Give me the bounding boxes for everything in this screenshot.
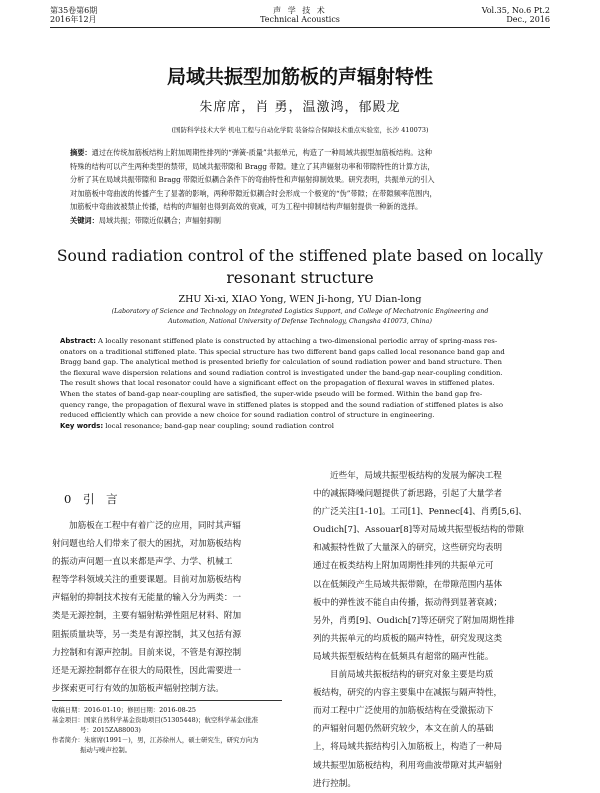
affiliation-en: [0, 307, 600, 327]
body-line: 和减振特性做了大量深入的研究，这些研究均表明: [313, 543, 503, 554]
body-line: 目前局域共振板结构的研究对象主要是均质: [330, 670, 494, 681]
body-line: 列的共振单元的均质板的隔声特性，研究发现这类: [313, 633, 503, 644]
abstract-en-label: Abstract:: [60, 337, 96, 345]
authors-en: ZHU Xi-xi, XIAO Yong, WEN Ji-hong, YU Dian-long: [178, 294, 422, 305]
body-line: 板中的弹性波不能自由传播，振动得到显著衰减；: [313, 597, 503, 608]
footnote-rule: [52, 700, 282, 701]
journal-name-cn: 声 学 技 术: [273, 6, 327, 15]
right-column: [313, 467, 553, 793]
body-line: 的振动声问题一直以来都是声学、力学、机械工: [52, 557, 233, 568]
body-line: 中的减振降噪问题提供了新思路，引起了大量学者: [313, 489, 503, 500]
abstract-cn-line: 特殊的结构可以产生两种类型的禁带，局域共振带隙和 Bragg 带隙。建立了其声辐射功率和带隙特性的计算方法，: [70, 161, 435, 171]
body-line: 而对工程中广泛使用的加筋板结构在受激振动下: [313, 706, 494, 717]
paper-title-en: [0, 245, 600, 289]
journal-volume-en: [482, 6, 550, 24]
body-line: 近些年，局域共振型板结构的发展为解决工程: [330, 471, 502, 481]
abstract-en-line: the flexural wave dispersion relations and sound radiation control is investigated under the band-gap near-coupling condition.: [60, 368, 503, 377]
body-line: 力控制和有源声控制。目前来说，不管是有源控制: [52, 647, 242, 658]
affiliation-en-line: Automation, National University of Defense Technology, Changsha 410073, China): [168, 318, 432, 325]
abstract-en-line: onators on a traditional stiffened plate. This special structure has two different band gaps called local resonance band gap and: [60, 347, 505, 356]
volume-issue: 第35卷第6期: [50, 6, 98, 15]
footnote-line: 收稿日期：2016-01-10；修回日期：2016-08-25: [52, 706, 196, 714]
body-line: 进行控制。: [313, 778, 356, 789]
body-line: 步探索更可行有效的加筋板声辐射控制方法。: [52, 683, 224, 694]
body-line: 的广泛关注[1-10]。工司[1]、Pennec[4]、肖勇[5,6]、: [313, 507, 527, 518]
footnote-line: 振动与噪声控制。: [80, 746, 132, 754]
footnote-line: 作者简介：朱席席(1991－)，男，江苏徐州人，硕士研究生，研究方向为: [52, 736, 259, 744]
footnote-line: 基金项目：国家自然科学基金资助项目(51305448)；航空科学基金(批准: [52, 716, 259, 724]
keywords-cn-label: 关键词：: [70, 215, 99, 225]
body-line: 域共振型加筋板结构，利用弯曲波带隙对其声辐射: [313, 760, 503, 771]
abstract-cn: [70, 146, 532, 228]
abstract-en-line: Bragg band gap. The analytical method is presented briefly for calculation of sound radiation power and band structure. Then: [60, 358, 502, 367]
title-en-line: resonant structure: [226, 269, 374, 287]
date-en: Dec., 2016: [506, 15, 550, 24]
body-line: 阻振质量块等，另一类是有源控制，其又包括有源: [52, 629, 242, 640]
body-line: 声辐射的抑制技术按有无能量的输入分为两类：一: [52, 593, 242, 604]
footnotes: [52, 705, 288, 755]
keywords-cn: 关键词：局域共振；带隙近似耦合；声辐射抑制: [70, 215, 221, 225]
abstract-cn-line: 分析了其在局域共振带隙和 Bragg 带隙近似耦合条件下的弯曲特性和声辐射抑制效果。研究表明，共振单元的引入: [70, 175, 435, 185]
abstract-cn-line: 加筋板中弯曲波被禁止传播，结构的声辐射也得到高效的衰减，可为工程中抑制结构声辐射提供一种新的选择。: [70, 202, 423, 212]
body-line: 另外，肖勇[9]、Oudich[7]等还研究了附加周期性排: [313, 615, 515, 626]
keywords-en-label: Key words:: [60, 421, 104, 430]
body-line: 上，将局域共振结构引入加筋板上，构造了一种局: [313, 742, 503, 753]
paper-title-cn: 局域共振型加筋板的声辐射特性: [166, 66, 433, 88]
left-column: [52, 517, 292, 698]
body-line: Oudich[7]、Assouar[8]等对局域共振型板结构的带隙: [313, 525, 524, 536]
body-line: 还是无源控制都存在很大的局限性，因此需要进一: [52, 665, 242, 676]
abstract-en-line: The result shows that local resonator could have a significant effect on the propagation of flexural waves in stiffened plates.: [60, 379, 495, 388]
body-line: 局域共振型板结构在低频具有超常的隔声性能。: [313, 651, 494, 662]
section-heading: 0 引 言: [64, 492, 122, 506]
body-line: 加筋板在工程中有着广泛的应用，同时其声辐: [69, 521, 241, 531]
abstract-cn-line: 摘要：通过在传统加筋板结构上附加周期性排列的“弹簧-质量”共振单元，构造了一种局域共振型加筋板结构。这种: [70, 148, 432, 157]
body-line: 类是无源控制，主要有辐射粘弹性阻尼材料、附加: [52, 611, 242, 622]
abstract-cn-line: 对加筋板中弯曲波的传播产生了显著的影响，两种带隙近似耦合时会形成一个极宽的“伪”带隙；在带隙频率范围内，: [70, 188, 437, 198]
body-line: 程等学科领域关注的重要课题。目前对加筋板结构: [52, 575, 242, 586]
authors-cn: 朱席席，肖 勇，温激鸿，郁殿龙: [199, 100, 401, 115]
body-line: 通过在板类结构上附加周期性排列的共振单元可: [313, 561, 494, 572]
volume-en: Vol.35, No.6 Pt.2: [481, 6, 550, 15]
footnote-line: 号：2015ZA88003): [80, 726, 141, 734]
body-line: 的声辐射问题仍然研究较少，本文在前人的基础: [313, 724, 494, 735]
title-en-line: Sound radiation control of the stiffened plate based on locally: [56, 247, 544, 265]
affiliation-cn: (国防科学技术大学 机电工程与自动化学院 装备综合保障技术重点实验室，长沙 410073): [171, 126, 429, 134]
issue-date: 2016年12月: [50, 15, 97, 24]
abstract-cn-label: 摘要：: [70, 148, 92, 157]
affiliation-en-line: (Laboratory of Science and Technology on Integrated Logistics Support, and College of Mechatronic Engineering and: [111, 308, 489, 315]
header-rule: [50, 27, 550, 28]
journal-name-en: Technical Acoustics: [260, 15, 340, 24]
keywords-en: Key words: local resonance; band-gap near coupling; sound radiation control: [60, 421, 334, 430]
abstract-en-line: When the states of band-gap near-coupling are satisfied, the super-wide pseudo will be formed. Within the band gap fre-: [60, 389, 483, 398]
abstract-en-line: quency range, the propagation of flexural wave in stiffened plates is stopped and the sound radiation of stiffened plates is also: [60, 400, 503, 409]
body-line: 射问题也给人们带来了很大的困扰，对加筋板结构: [52, 539, 242, 550]
body-line: 板结构，研究的内容主要集中在减振与隔声特性，: [313, 688, 503, 699]
abstract-en-line: Abstract: A locally resonant stiffened plate is constructed by attaching a two-dimensional periodic array of spring-mass res-: [60, 337, 498, 345]
abstract-en-line: reduced efficiently which can provide a new choice for sound radiation control of structure in engineering.: [60, 411, 435, 420]
body-line: 以在低频段产生局域共振带隙，在带隙范围内基体: [313, 579, 503, 590]
abstract-en: [60, 336, 542, 431]
